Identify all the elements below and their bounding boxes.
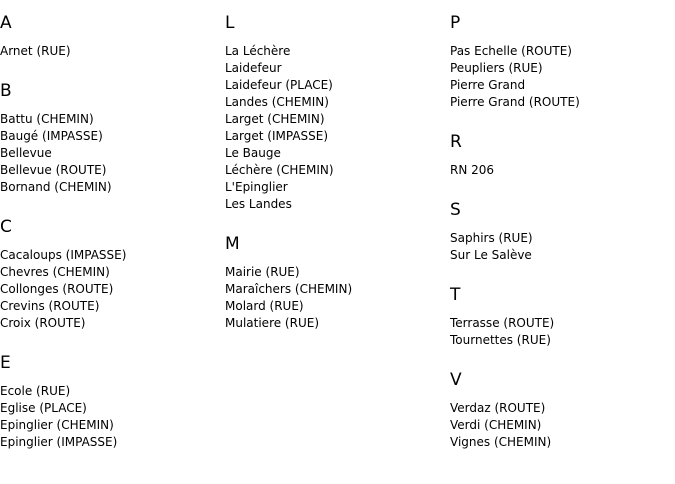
letter-heading: S [450, 200, 461, 220]
letter-heading: T [450, 285, 461, 305]
street-entry[interactable]: L'Epinglier [225, 180, 288, 194]
street-entry[interactable]: Mulatiere (RUE) [225, 316, 320, 330]
letter-heading: V [450, 370, 462, 390]
street-entry[interactable]: Molard (RUE) [225, 299, 304, 313]
street-entry[interactable]: Baugé (IMPASSE) [0, 129, 103, 143]
street-entry[interactable]: Eglise (PLACE) [0, 401, 87, 415]
street-entry[interactable]: Crevins (ROUTE) [0, 299, 100, 313]
street-entry[interactable]: Sur Le Salève [450, 248, 532, 262]
letter-group-c [0, 216, 220, 332]
street-index-column-2 [225, 0, 445, 332]
letter-heading: A [0, 13, 12, 33]
street-entry[interactable]: Collonges (ROUTE) [0, 282, 114, 296]
street-entry[interactable]: Terrasse (ROUTE) [450, 316, 555, 330]
street-entry[interactable]: Verdaz (ROUTE) [450, 401, 546, 415]
letter-group-r [450, 131, 672, 179]
letter-group-l [225, 12, 445, 213]
street-entry[interactable]: Pierre Grand (ROUTE) [450, 95, 580, 109]
street-list [450, 162, 672, 179]
street-entry[interactable]: Maraîchers (CHEMIN) [225, 282, 353, 296]
street-entry[interactable]: Ecole (RUE) [0, 384, 71, 398]
street-entry[interactable]: RN 206 [450, 163, 495, 177]
letter-group-t [450, 284, 672, 349]
street-entry[interactable]: Landes (CHEMIN) [225, 95, 329, 109]
letter-group-p [450, 12, 672, 111]
street-list [0, 111, 220, 196]
letter-heading: B [0, 81, 12, 101]
street-entry[interactable]: Larget (CHEMIN) [225, 112, 325, 126]
street-list [450, 400, 672, 451]
letter-heading: P [450, 13, 461, 33]
street-entry[interactable]: Tournettes (RUE) [450, 333, 551, 347]
street-entry[interactable]: Bornand (CHEMIN) [0, 180, 112, 194]
street-entry[interactable]: Le Bauge [225, 146, 281, 160]
street-list [225, 43, 445, 213]
street-list [450, 43, 672, 111]
street-index-column-1 [0, 0, 220, 451]
street-entry[interactable]: Croix (ROUTE) [0, 316, 86, 330]
street-entry[interactable]: Pierre Grand [450, 78, 526, 92]
street-entry[interactable]: Léchère (CHEMIN) [225, 163, 334, 177]
letter-group-b [0, 80, 220, 196]
street-entry[interactable]: Larget (IMPASSE) [225, 129, 329, 143]
letter-group-s [450, 199, 672, 264]
street-entry[interactable]: Pas Echelle (ROUTE) [450, 44, 572, 58]
letter-group-m [225, 233, 445, 332]
letter-heading: M [225, 234, 240, 254]
street-entry[interactable]: Peupliers (RUE) [450, 61, 543, 75]
letter-group-v [450, 369, 672, 451]
street-entry[interactable]: Laidefeur (PLACE) [225, 78, 333, 92]
street-entry[interactable]: Battu (CHEMIN) [0, 112, 94, 126]
street-entry[interactable]: Saphirs (RUE) [450, 231, 533, 245]
letter-heading: L [225, 13, 235, 33]
street-entry[interactable]: Vignes (CHEMIN) [450, 435, 552, 449]
street-entry[interactable]: La Léchère [225, 44, 291, 58]
letter-group-e [0, 352, 220, 451]
street-index-column-3 [450, 0, 672, 451]
street-list [225, 264, 445, 332]
street-entry[interactable]: Epinglier (IMPASSE) [0, 435, 118, 449]
street-list [0, 383, 220, 451]
street-entry[interactable]: Bellevue [0, 146, 52, 160]
letter-heading: C [0, 217, 12, 237]
street-entry[interactable]: Laidefeur [225, 61, 282, 75]
street-entry[interactable]: Cacaloups (IMPASSE) [0, 248, 127, 262]
street-list [450, 315, 672, 349]
street-list [0, 247, 220, 332]
street-entry[interactable]: Epinglier (CHEMIN) [0, 418, 114, 432]
letter-group-a [0, 12, 220, 60]
letter-heading: E [0, 353, 11, 373]
street-list [0, 43, 220, 60]
letter-heading: R [450, 132, 462, 152]
street-entry[interactable]: Chevres (CHEMIN) [0, 265, 110, 279]
street-entry[interactable]: Arnet (RUE) [0, 44, 71, 58]
street-entry[interactable]: Verdi (CHEMIN) [450, 418, 542, 432]
street-entry[interactable]: Les Landes [225, 197, 292, 211]
street-list [450, 230, 672, 264]
street-entry[interactable]: Bellevue (ROUTE) [0, 163, 107, 177]
street-entry[interactable]: Mairie (RUE) [225, 265, 300, 279]
